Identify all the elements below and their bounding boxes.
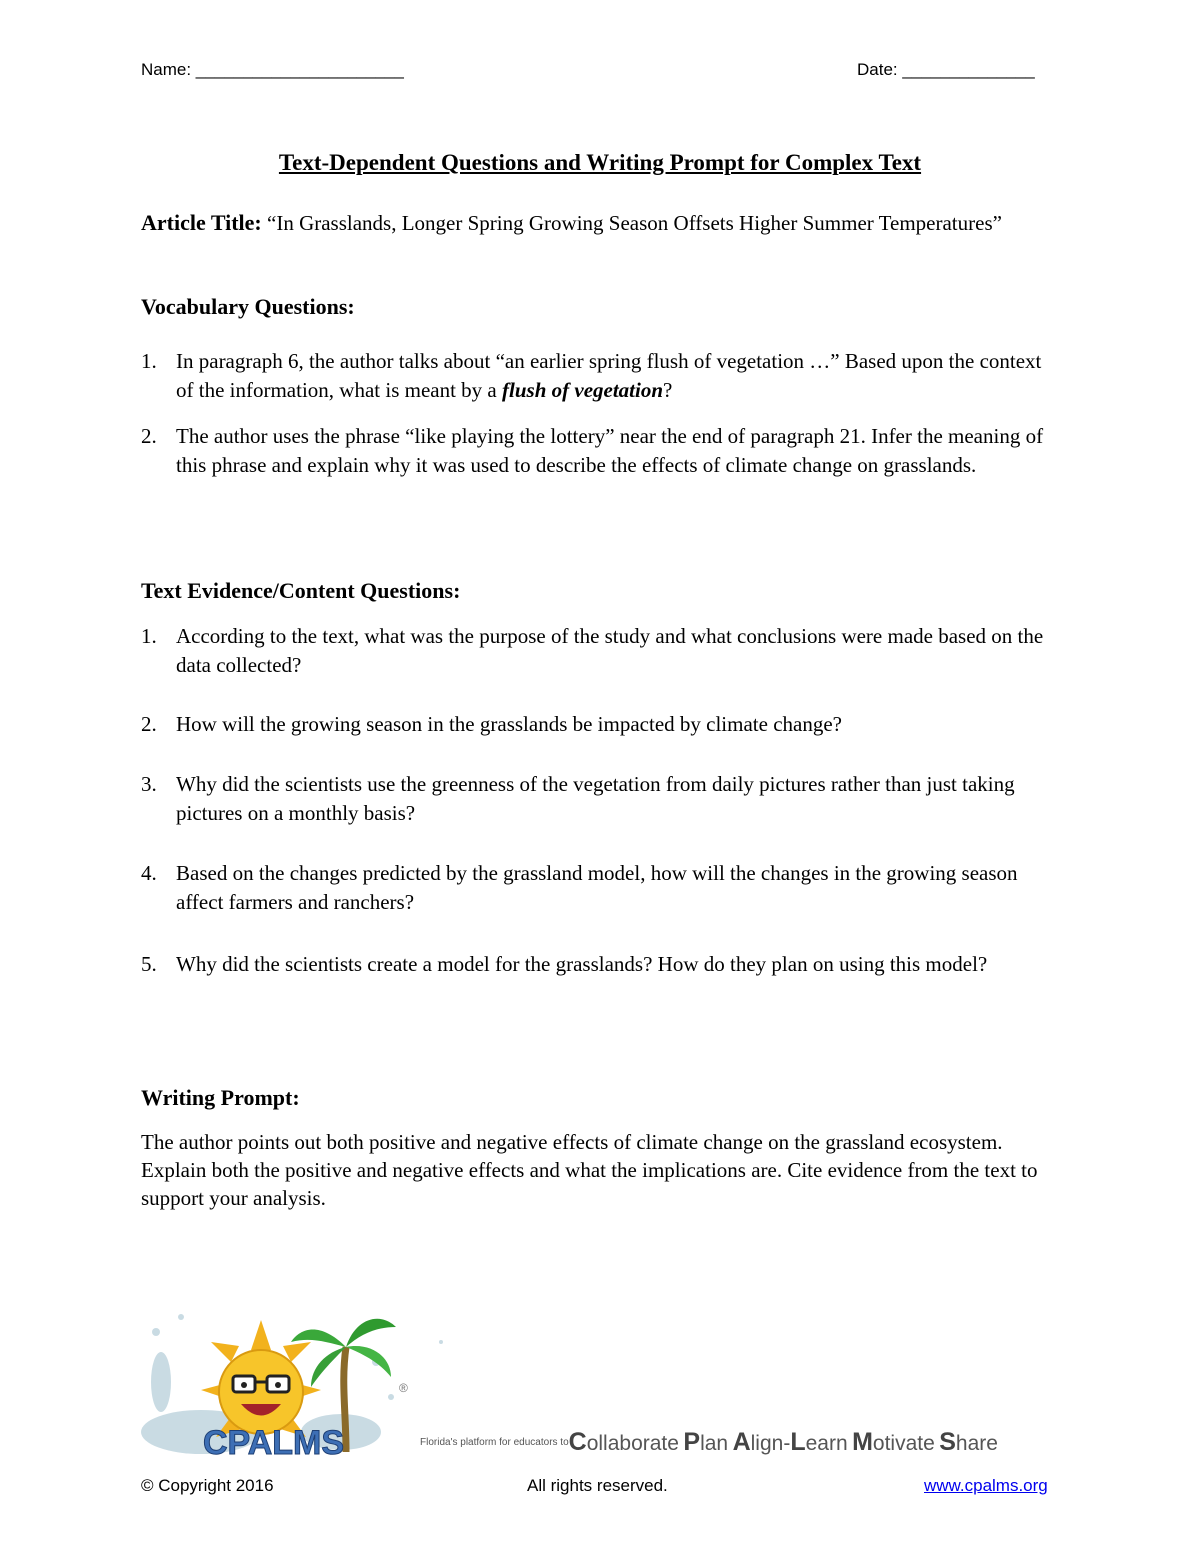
question-number: 2. bbox=[141, 712, 157, 736]
evidence-question-1 bbox=[141, 622, 1056, 680]
name-field-line: Name: ______________________ bbox=[141, 60, 404, 79]
question-text: Why did the scientists use the greenness of the vegetation from daily pictures rather than just taking pictures on a monthly basis? bbox=[176, 772, 1015, 825]
question-number: 4. bbox=[141, 861, 157, 885]
tagline-word-plan: Plan bbox=[683, 1428, 729, 1456]
vocab-question-2 bbox=[141, 422, 1056, 480]
tagline-small: Florida's platform for educators to bbox=[420, 1437, 569, 1448]
question-text: How will the growing season in the grasslands be impacted by climate change? bbox=[176, 712, 842, 736]
footer-rights: All rights reserved. bbox=[527, 1476, 668, 1495]
question-text: Why did the scientists create a model for the grasslands? How do they plan on using this model? bbox=[176, 952, 988, 976]
question-number: 1. bbox=[141, 349, 157, 373]
tagline-word-motivate: Motivate bbox=[852, 1428, 935, 1456]
emphasized-term: flush of vegetation bbox=[502, 378, 664, 402]
cpalms-wordmark: CPALMS bbox=[203, 1424, 345, 1462]
question-number: 1. bbox=[141, 624, 157, 648]
article-title-block bbox=[141, 206, 1041, 240]
footer-website-link[interactable]: www.cpalms.org bbox=[924, 1476, 1048, 1495]
question-text: The author uses the phrase “like playing the lottery” near the end of paragraph 21. Infer the meaning of this phrase and explain why it was used to describe the effects of climate change on grasslands. bbox=[176, 424, 1044, 477]
page-title: Text-Dependent Questions and Writing Prompt for Complex Text bbox=[278, 150, 922, 175]
article-title-text: “In Grasslands, Longer Spring Growing Season Offsets Higher Summer Temperatures” bbox=[267, 211, 1002, 235]
evidence-question-3 bbox=[141, 770, 1056, 828]
question-number: 2. bbox=[141, 424, 157, 448]
article-title-label: Article Title: bbox=[141, 210, 262, 235]
question-text-before: In paragraph 6, the author talks about “an earlier spring flush of vegetation …” Based upon the context of the information, what is meant by a bbox=[176, 349, 1042, 402]
question-text bbox=[176, 347, 1056, 405]
vocab-question-1 bbox=[141, 347, 1056, 405]
vocabulary-heading: Vocabulary Questions: bbox=[141, 294, 355, 319]
question-text-after: ? bbox=[663, 378, 673, 402]
evidence-question-5 bbox=[141, 950, 1056, 979]
date-field-line: Date: ______________ bbox=[857, 60, 1035, 79]
evidence-question-4 bbox=[141, 859, 1056, 917]
question-text: According to the text, what was the purpose of the study and what conclusions were made based on the data collected? bbox=[176, 624, 1044, 677]
tagline-word-collaborate: Collaborate bbox=[568, 1428, 679, 1456]
question-text: Based on the changes predicted by the grassland model, how will the changes in the growing season affect farmers and ranchers? bbox=[176, 861, 1018, 914]
tagline-word-align-learn: Align-Learn bbox=[732, 1428, 848, 1456]
registered-mark: ® bbox=[399, 1381, 408, 1395]
footer-copyright: © Copyright 2016 bbox=[141, 1476, 274, 1495]
tagline-word-share: Share bbox=[939, 1428, 998, 1456]
evidence-question-2 bbox=[141, 710, 1056, 739]
evidence-heading: Text Evidence/Content Questions: bbox=[141, 578, 461, 603]
question-number: 5. bbox=[141, 952, 157, 976]
question-number: 3. bbox=[141, 772, 157, 796]
writing-prompt-heading: Writing Prompt: bbox=[141, 1085, 300, 1110]
writing-prompt-text: The author points out both positive and negative effects of climate change on the grassland ecosystem. Explain both the positive and negative effects and what the implications are. Cite evidence from the text to support your analysis. bbox=[141, 1130, 1038, 1210]
logo-tagline bbox=[420, 1428, 1070, 1468]
cpalms-logo bbox=[141, 1302, 461, 1464]
